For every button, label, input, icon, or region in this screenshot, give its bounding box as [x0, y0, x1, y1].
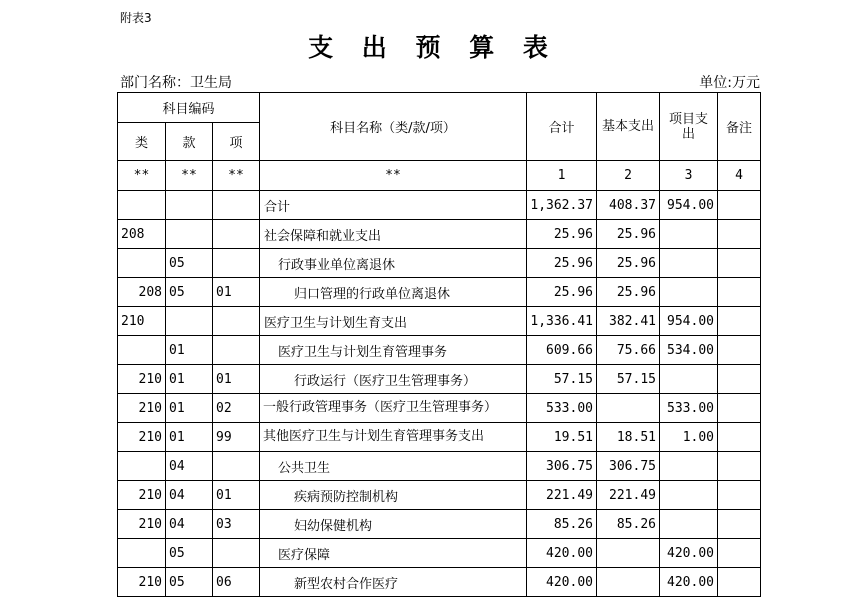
- table-row: [118, 220, 761, 249]
- remark-cell: [718, 249, 761, 278]
- xiang-cell: [213, 539, 260, 568]
- header-subject-code: 科目编码: [118, 93, 260, 123]
- remark-cell: [718, 191, 761, 220]
- subject-name-cell: 行政运行（医疗卫生管理事务）: [260, 365, 527, 394]
- table-row: [118, 365, 761, 394]
- basic-cell: 25.96: [597, 220, 660, 249]
- xiang-cell: [213, 191, 260, 220]
- kuan-cell: 01: [166, 365, 213, 394]
- table-row: [118, 423, 761, 452]
- basic-cell: 221.49: [597, 481, 660, 510]
- department-label: 部门名称：卫生局: [120, 75, 232, 91]
- total-cell: 57.15: [527, 365, 597, 394]
- table-row: [118, 510, 761, 539]
- project-cell: [660, 510, 718, 539]
- header-kuan: 款: [166, 123, 213, 161]
- table-row: [118, 452, 761, 481]
- header-subject-name: 科目名称（类/款/项）: [260, 93, 527, 161]
- index-cell: **: [213, 161, 260, 191]
- basic-cell: 75.66: [597, 336, 660, 365]
- lei-cell: 210: [118, 510, 166, 539]
- project-cell: 534.00: [660, 336, 718, 365]
- project-cell: [660, 249, 718, 278]
- table-row: [118, 394, 761, 423]
- remark-cell: [718, 452, 761, 481]
- lei-cell: 208: [118, 278, 166, 307]
- total-cell: 1,362.37: [527, 191, 597, 220]
- lei-cell: [118, 336, 166, 365]
- kuan-cell: 05: [166, 278, 213, 307]
- header-project: 项目支出: [660, 93, 718, 161]
- total-cell: 85.26: [527, 510, 597, 539]
- total-cell: 420.00: [527, 539, 597, 568]
- basic-cell: [597, 394, 660, 423]
- budget-table: [117, 92, 761, 597]
- subject-name-cell: 一般行政管理事务（医疗卫生管理事务）: [260, 394, 527, 423]
- subject-name-cell: 行政事业单位离退休: [260, 249, 527, 278]
- total-cell: 1,336.41: [527, 307, 597, 336]
- table-row: [118, 481, 761, 510]
- remark-cell: [718, 423, 761, 452]
- subject-name-cell: 合计: [260, 191, 527, 220]
- remark-cell: [718, 539, 761, 568]
- project-cell: 954.00: [660, 191, 718, 220]
- index-cell: **: [260, 161, 527, 191]
- subject-name-cell: 医疗保障: [260, 539, 527, 568]
- subject-name-cell: 其他医疗卫生与计划生育管理事务支出: [260, 423, 527, 452]
- header-remark: 备注: [718, 93, 761, 161]
- basic-cell: 408.37: [597, 191, 660, 220]
- xiang-cell: 99: [213, 423, 260, 452]
- project-cell: 533.00: [660, 394, 718, 423]
- remark-cell: [718, 481, 761, 510]
- subject-name-cell: 疾病预防控制机构: [260, 481, 527, 510]
- lei-cell: 210: [118, 307, 166, 336]
- basic-cell: 85.26: [597, 510, 660, 539]
- kuan-cell: 01: [166, 394, 213, 423]
- project-cell: 420.00: [660, 539, 718, 568]
- table-row: [118, 539, 761, 568]
- project-cell: 420.00: [660, 568, 718, 597]
- lei-cell: [118, 539, 166, 568]
- remark-cell: [718, 278, 761, 307]
- total-cell: 533.00: [527, 394, 597, 423]
- project-cell: 954.00: [660, 307, 718, 336]
- kuan-cell: 05: [166, 249, 213, 278]
- remark-cell: [718, 336, 761, 365]
- basic-cell: 18.51: [597, 423, 660, 452]
- xiang-cell: 02: [213, 394, 260, 423]
- total-cell: 25.96: [527, 220, 597, 249]
- remark-cell: [718, 394, 761, 423]
- table-row: [118, 249, 761, 278]
- xiang-cell: 01: [213, 365, 260, 394]
- basic-cell: 25.96: [597, 278, 660, 307]
- header-xiang: 项: [213, 123, 260, 161]
- index-row: [118, 161, 761, 191]
- subject-name-cell: 新型农村合作医疗: [260, 568, 527, 597]
- project-cell: [660, 278, 718, 307]
- lei-cell: 210: [118, 481, 166, 510]
- lei-cell: 210: [118, 365, 166, 394]
- kuan-cell: 01: [166, 336, 213, 365]
- index-cell: **: [166, 161, 213, 191]
- subject-name-cell: 社会保障和就业支出: [260, 220, 527, 249]
- total-cell: 25.96: [527, 249, 597, 278]
- table-row: [118, 307, 761, 336]
- attachment-label: 附表3: [120, 11, 152, 25]
- kuan-cell: [166, 191, 213, 220]
- remark-cell: [718, 510, 761, 539]
- kuan-cell: [166, 307, 213, 336]
- project-cell: [660, 481, 718, 510]
- project-cell: [660, 365, 718, 394]
- subject-name-cell: 归口管理的行政单位离退休: [260, 278, 527, 307]
- remark-cell: [718, 365, 761, 394]
- index-cell: 4: [718, 161, 761, 191]
- lei-cell: 210: [118, 423, 166, 452]
- subject-name-cell: 妇幼保健机构: [260, 510, 527, 539]
- kuan-cell: 01: [166, 423, 213, 452]
- xiang-cell: 03: [213, 510, 260, 539]
- xiang-cell: [213, 336, 260, 365]
- total-cell: 19.51: [527, 423, 597, 452]
- lei-cell: 208: [118, 220, 166, 249]
- index-cell: 1: [527, 161, 597, 191]
- xiang-cell: [213, 249, 260, 278]
- xiang-cell: 01: [213, 481, 260, 510]
- lei-cell: [118, 452, 166, 481]
- kuan-cell: 04: [166, 481, 213, 510]
- page-title: 支 出 预 算 表: [308, 33, 558, 62]
- kuan-cell: 05: [166, 568, 213, 597]
- basic-cell: 382.41: [597, 307, 660, 336]
- table-row: [118, 568, 761, 597]
- lei-cell: 210: [118, 394, 166, 423]
- index-cell: 3: [660, 161, 718, 191]
- project-cell: 1.00: [660, 423, 718, 452]
- subject-name-cell: 医疗卫生与计划生育管理事务: [260, 336, 527, 365]
- lei-cell: 210: [118, 568, 166, 597]
- index-cell: 2: [597, 161, 660, 191]
- remark-cell: [718, 568, 761, 597]
- basic-cell: 306.75: [597, 452, 660, 481]
- xiang-cell: [213, 220, 260, 249]
- table-row: [118, 336, 761, 365]
- remark-cell: [718, 307, 761, 336]
- project-cell: [660, 220, 718, 249]
- xiang-cell: 01: [213, 278, 260, 307]
- lei-cell: [118, 249, 166, 278]
- project-cell: [660, 452, 718, 481]
- xiang-cell: 06: [213, 568, 260, 597]
- kuan-cell: 05: [166, 539, 213, 568]
- total-cell: 420.00: [527, 568, 597, 597]
- unit-label: 单位:万元: [699, 75, 760, 91]
- kuan-cell: 04: [166, 452, 213, 481]
- kuan-cell: [166, 220, 213, 249]
- lei-cell: [118, 191, 166, 220]
- index-cell: **: [118, 161, 166, 191]
- header-total: 合计: [527, 93, 597, 161]
- xiang-cell: [213, 452, 260, 481]
- basic-cell: 25.96: [597, 249, 660, 278]
- remark-cell: [718, 220, 761, 249]
- basic-cell: [597, 539, 660, 568]
- basic-cell: 57.15: [597, 365, 660, 394]
- total-cell: 306.75: [527, 452, 597, 481]
- total-cell: 609.66: [527, 336, 597, 365]
- kuan-cell: 04: [166, 510, 213, 539]
- subject-name-cell: 医疗卫生与计划生育支出: [260, 307, 527, 336]
- header-basic: 基本支出: [597, 93, 660, 161]
- total-cell: 25.96: [527, 278, 597, 307]
- header-lei: 类: [118, 123, 166, 161]
- subject-name-cell: 公共卫生: [260, 452, 527, 481]
- total-cell: 221.49: [527, 481, 597, 510]
- xiang-cell: [213, 307, 260, 336]
- table-row: [118, 278, 761, 307]
- table-row: [118, 191, 761, 220]
- basic-cell: [597, 568, 660, 597]
